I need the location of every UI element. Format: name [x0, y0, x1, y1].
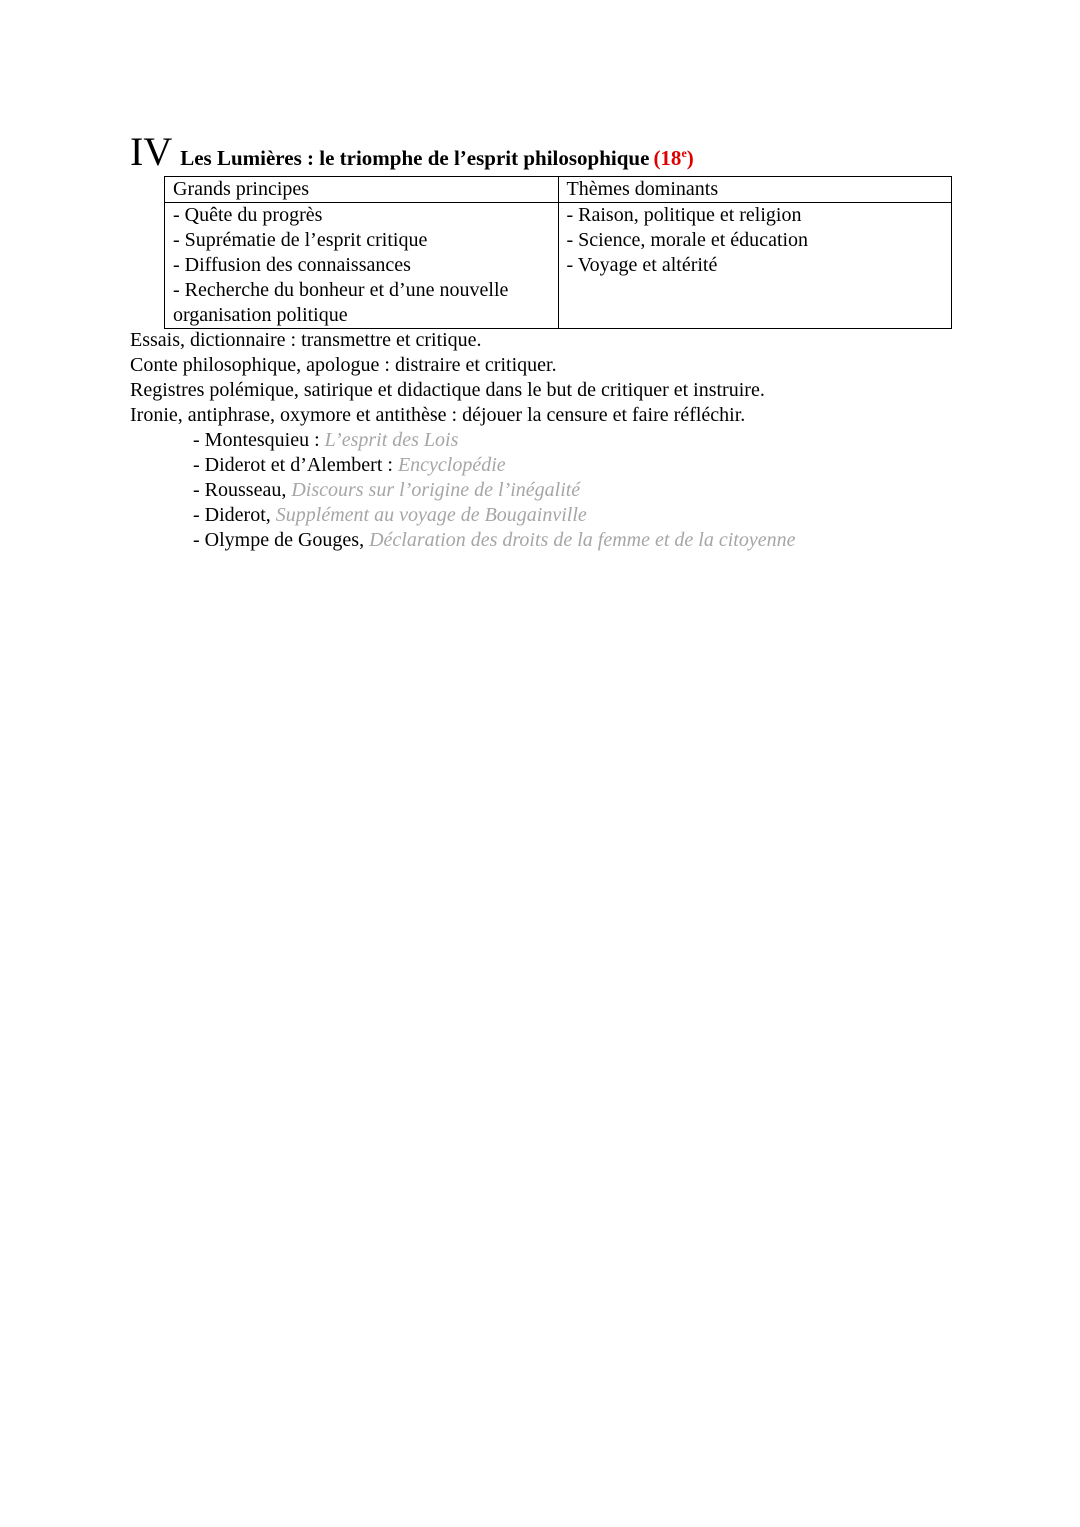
- author-name: - Diderot,: [193, 504, 276, 526]
- list-item: [193, 503, 795, 528]
- section-heading: [130, 129, 694, 174]
- paragraph: Ironie, antiphrase, oxymore et antithèse : déjouer la censure et faire réfléchir.: [130, 404, 746, 426]
- book-title: Supplément au voyage de Bougainville: [275, 504, 587, 526]
- principles-table: [164, 176, 952, 329]
- paragraph: Registres polémique, satirique et didactique dans le but de critiquer et instruire.: [130, 379, 765, 401]
- paragraph: Conte philosophique, apologue : distraire et critiquer.: [130, 354, 557, 376]
- list-item: - Quête du progrès: [173, 204, 323, 226]
- table-header-row: [165, 177, 952, 203]
- works-list: [193, 428, 795, 553]
- author-name: - Olympe de Gouges,: [193, 529, 370, 551]
- header-cell-principles: Grands principes: [165, 177, 559, 203]
- list-item: - Suprématie de l’esprit critique: [173, 229, 428, 251]
- header-cell-themes: Thèmes dominants: [558, 177, 952, 203]
- list-item: - Science, morale et éducation: [566, 229, 809, 251]
- list-item: - Voyage et altérité: [566, 254, 718, 276]
- book-title: Déclaration des droits de la femme et de la citoyenne: [369, 529, 796, 551]
- list-item: [193, 478, 795, 503]
- author-name: - Rousseau,: [193, 479, 292, 501]
- principles-cell: [165, 203, 559, 329]
- list-item: - Diffusion des connaissances: [173, 254, 411, 276]
- century-label: (18e): [653, 146, 694, 170]
- list-item: [193, 453, 795, 478]
- list-item: organisation politique: [173, 304, 348, 326]
- book-title: L’esprit des Lois: [324, 429, 459, 451]
- list-item: [193, 528, 795, 553]
- list-item: - Recherche du bonheur et d’une nouvelle: [173, 279, 509, 301]
- book-title: Encyclopédie: [397, 454, 506, 476]
- genres-paragraphs: [130, 328, 765, 428]
- table-row: [165, 203, 952, 329]
- section-title: Les Lumières : le triomphe de l’esprit philosophique: [180, 146, 650, 170]
- author-name: - Diderot et d’Alembert :: [193, 454, 398, 476]
- paragraph: Essais, dictionnaire : transmettre et critique.: [130, 329, 482, 351]
- themes-cell: [558, 203, 952, 329]
- list-item: [193, 428, 795, 453]
- list-item: - Raison, politique et religion: [566, 204, 802, 226]
- author-name: - Montesquieu :: [193, 429, 325, 451]
- book-title: Discours sur l’origine de l’inégalité: [291, 479, 581, 501]
- section-number: IV: [130, 129, 173, 174]
